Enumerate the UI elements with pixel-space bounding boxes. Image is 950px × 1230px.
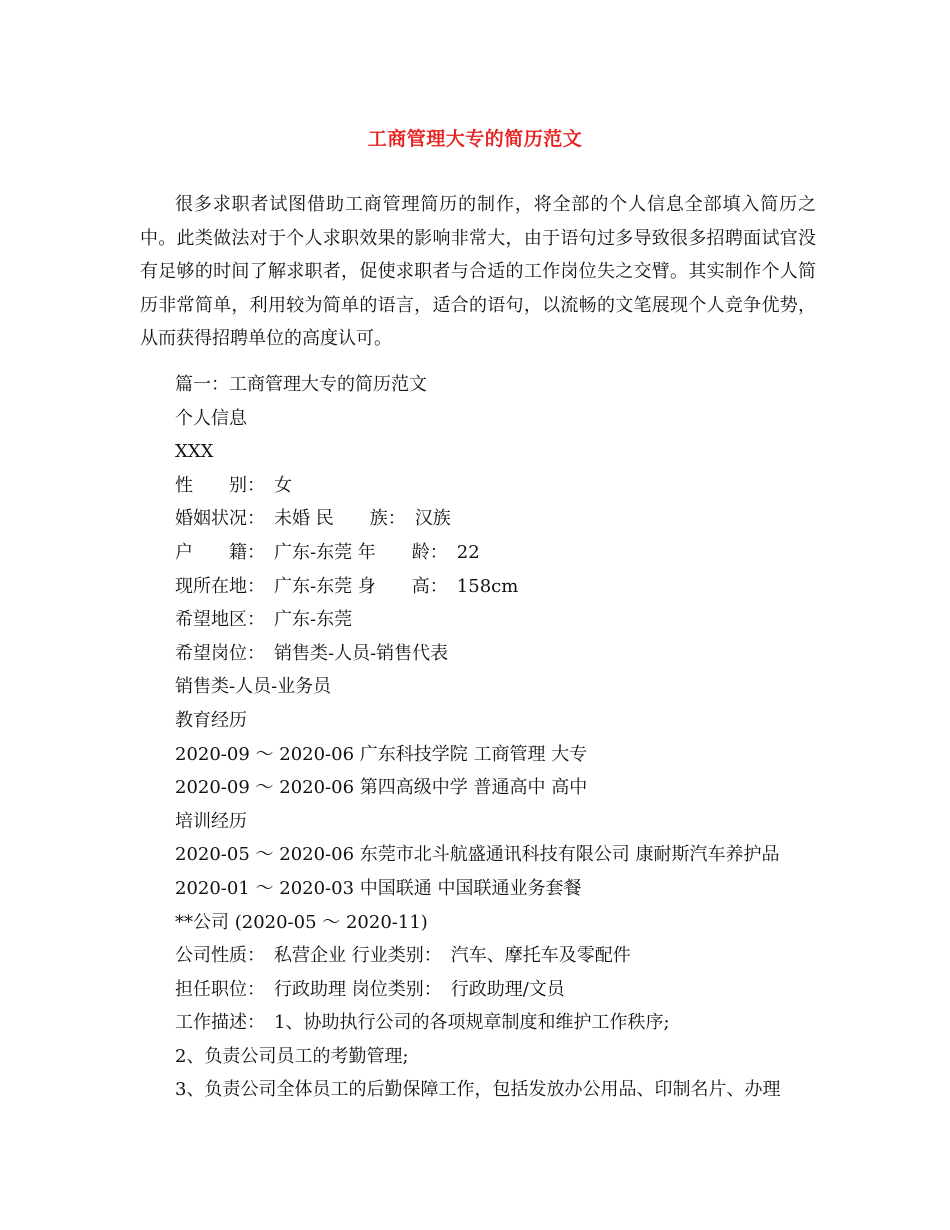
text-line: 现所在地： 广东-东莞 身 高： 158cm <box>175 575 519 597</box>
text-line: 户 籍： 广东-东莞 年 龄： 22 <box>175 541 480 563</box>
text-line: 公司性质： 私营企业 行业类别： 汽车、摩托车及零配件 <box>175 945 631 967</box>
text-line: 教育经历 <box>175 709 247 731</box>
text-line: 希望岗位： 销售类-人员-销售代表 <box>175 642 449 664</box>
text-line: 个人信息 <box>175 407 247 429</box>
text-line: 性 别： 女 <box>175 474 292 496</box>
text-line: 2020-01 ～ 2020-03 中国联通 中国联通业务套餐 <box>175 877 582 899</box>
text-line: 培训经历 <box>175 810 247 832</box>
text-line: 婚姻状况： 未婚 民 族： 汉族 <box>175 508 451 530</box>
text-line: 2020-09 ～ 2020-06 第四高级中学 普通高中 高中 <box>175 777 588 799</box>
text-line: 2020-09 ～ 2020-06 广东科技学院 工商管理 大专 <box>175 743 588 765</box>
text-line: 篇一：工商管理大专的简历范文 <box>175 374 427 395</box>
text-line: XXX <box>175 441 214 463</box>
text-line: 2020-05 ～ 2020-06 东莞市北斗航盛通讯科技有限公司 康耐斯汽车养护品 <box>175 844 780 866</box>
text-line: 希望地区： 广东-东莞 <box>175 609 353 631</box>
text-line: 2、负责公司员工的考勤管理; <box>175 1045 409 1067</box>
text-line: 3、负责公司全体员工的后勤保障工作，包括发放办公用品、印制名片、办理 <box>175 1079 781 1101</box>
text-line: 销售类-人员-业务员 <box>175 676 332 698</box>
document-title: 工商管理大专的简历范文 <box>367 128 583 150</box>
resume-lines <box>175 368 835 1107</box>
text-line: 工作描述： 1、协助执行公司的各项规章制度和维护工作秩序; <box>175 1012 670 1034</box>
text-line: **公司 (2020-05 ～ 2020-11) <box>175 911 428 933</box>
intro-paragraph: 很多求职者试图借助工商管理简历的制作，将全部的个人信息全部填入简历之中。此类做法对于个人求职效果的影响非常大，由于语句过多导致很多招聘面试官没有足够的时间了解求职者，促使求职者与合适的工作岗位失之交臂。其实制作个人简历非常简单，利用较为简单的语言，适合的语句，以流畅的文笔展现个人竞争优势，从而获得招聘单位的高度认可。 <box>140 194 816 350</box>
text-line: 担任职位： 行政助理 岗位类别： 行政助理/文员 <box>175 978 565 1000</box>
